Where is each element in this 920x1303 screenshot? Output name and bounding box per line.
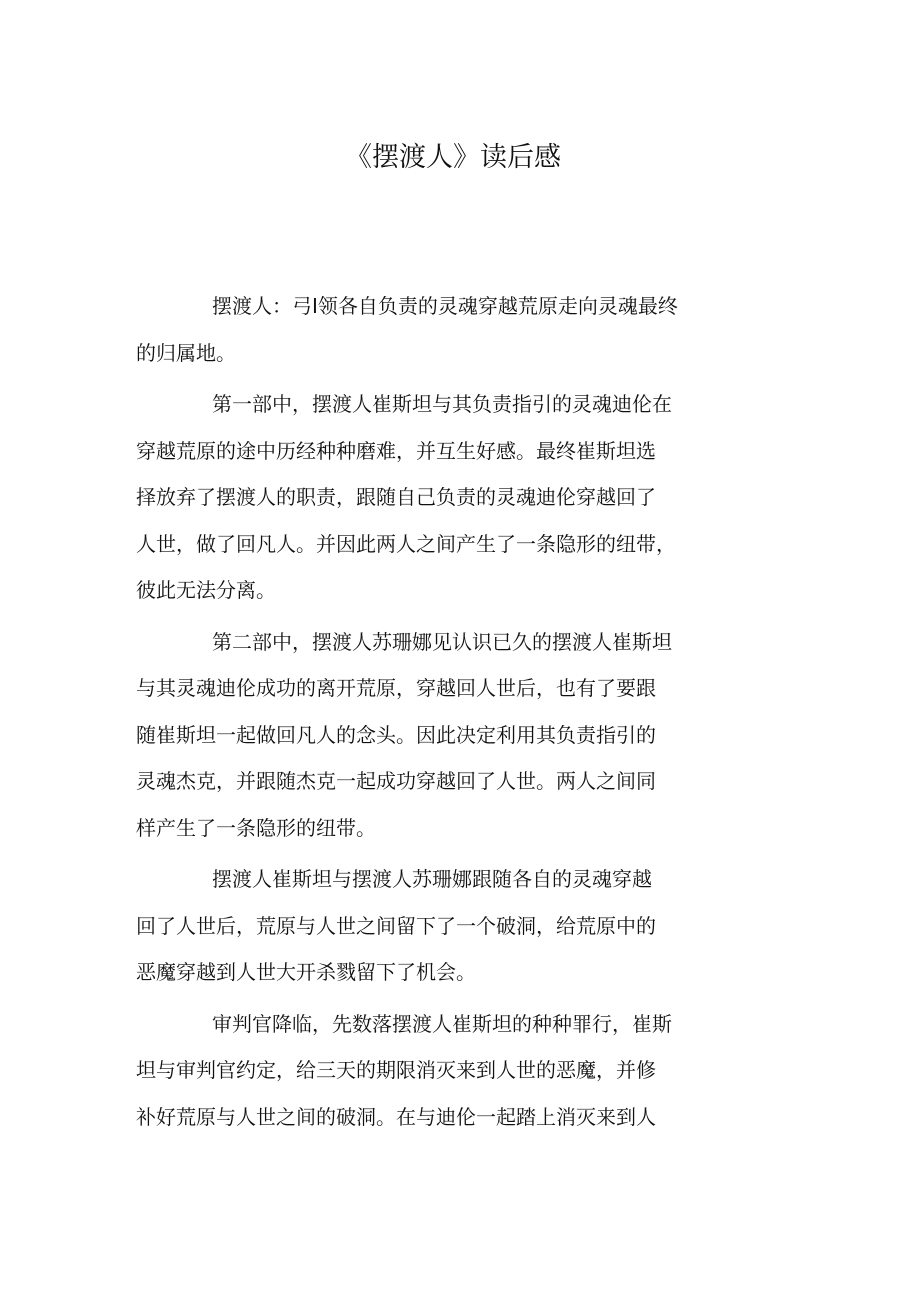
document-body — [136, 283, 716, 1145]
paragraph-line: 补好荒原与人世之间的破洞。在与迪伦一起踏上消灭来到人 — [136, 1104, 656, 1129]
paragraph-5 — [136, 1001, 716, 1141]
paragraph-line: 摆渡人崔斯坦与摆渡人苏珊娜跟随各自的灵魂穿越 — [212, 867, 652, 891]
paragraph-line: 恶魔穿越到人世大开杀戮留下了机会。 — [136, 960, 476, 984]
paragraph-2 — [136, 381, 716, 614]
paragraph-line: 摆渡人：弓I领各自负责的灵魂穿越荒原走向灵魂最终 — [212, 294, 678, 318]
paragraph-line: 人世，做了回凡人。并因此两人之间产生了一条隐形的纽带， — [136, 531, 676, 556]
paragraph-line: 与其灵魂迪伦成功的离开荒原，穿越回人世后，也有了要跟 — [136, 676, 656, 700]
paragraph-3 — [136, 619, 716, 852]
paragraph-line: 彼此无法分离。 — [136, 578, 276, 602]
paragraph-line: 择放弃了摆渡人的职责，跟随自己负责的灵魂迪伦穿越回了 — [136, 485, 656, 509]
paragraph-line: 样产生了一条隐形的纽带。 — [136, 815, 376, 840]
paragraph-line: 随崔斯坦一起做回凡人的念头。因此决定利用其负责指引的 — [136, 722, 656, 747]
document-title: 《摆渡人》读后感 — [345, 142, 561, 173]
paragraph-line: 审判官降临，先数落摆渡人崔斯坦的种种罪行，崔斯 — [212, 1011, 672, 1036]
paragraph-4 — [136, 856, 716, 996]
paragraph-line: 的归属地。 — [136, 340, 236, 365]
paragraph-line: 穿越荒原的途中历经种种磨难，并互生好感。最终崔斯坦选 — [136, 438, 656, 463]
paragraph-1 — [136, 283, 716, 376]
paragraph-line: 灵魂杰克，并跟随杰克一起成功穿越回了人世。两人之间同 — [136, 769, 656, 793]
paragraph-line: 回了人世后，荒原与人世之间留下了一个破洞，给荒原中的 — [136, 913, 656, 938]
paragraph-line: 坦与审判官约定，给三天的期限消灭来到人世的恶魔，并修 — [136, 1058, 656, 1082]
paragraph-line: 第二部中，摆渡人苏珊娜见认识已久的摆渡人崔斯坦 — [212, 629, 672, 654]
paragraph-line: 第一部中，摆渡人崔斯坦与其负责指引的灵魂迪伦在 — [212, 392, 672, 416]
